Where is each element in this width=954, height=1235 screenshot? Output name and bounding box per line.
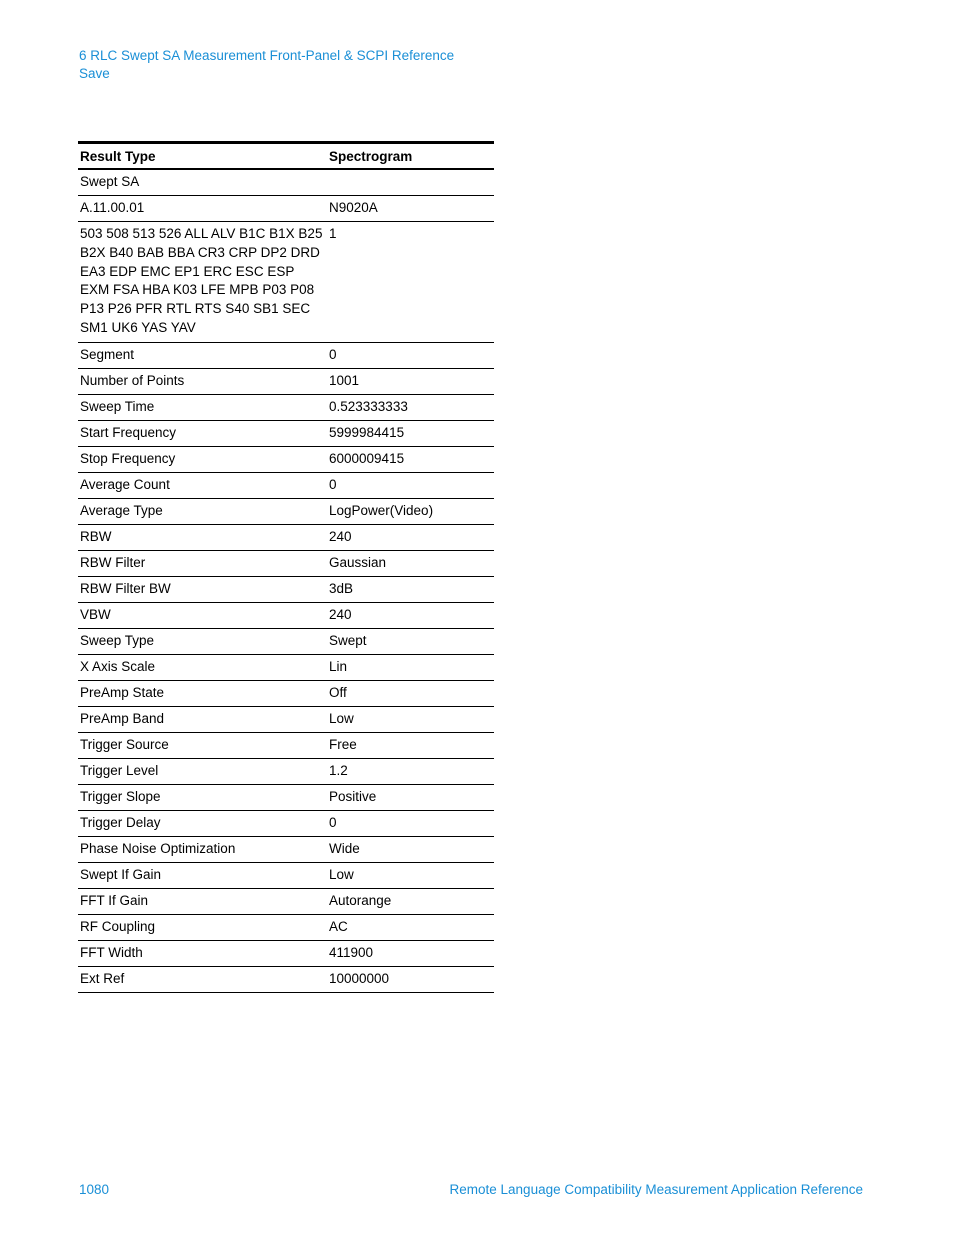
row-label: PreAmp Band	[80, 710, 165, 726]
row-label-options: 503 508 513 526 ALL ALV B1C B1X B25 B2X B40 BAB BBA CR3 CRP DP2 DRD EA3 EDP EMC EP1 ERC ESC ESP EXM FSA HBA K03 LFE MPB P03 P08 P13 P26 PFR RTL RTS S40 SB1 SEC SM1 UK6 YAS YAV	[80, 226, 323, 335]
chapter-title: 6 RLC Swept SA Measurement Front-Panel & SCPI Reference	[79, 48, 455, 63]
row-label: RF Coupling	[80, 918, 156, 934]
row-value: 240	[329, 606, 352, 622]
row-value: Free	[329, 736, 357, 752]
row-value: 10000000	[329, 970, 390, 986]
table-row	[78, 394, 494, 420]
row-label: FFT Width	[80, 944, 143, 960]
row-label: Trigger Level	[80, 762, 159, 778]
row-label: Ext Ref	[80, 970, 125, 986]
row-value: Swept	[329, 632, 367, 648]
row-value: 0	[329, 346, 337, 362]
table-row	[78, 914, 494, 940]
row-label: X Axis Scale	[80, 658, 156, 674]
table-row	[78, 784, 494, 810]
table-row	[78, 498, 494, 524]
row-value: 0	[329, 476, 337, 492]
table-row	[78, 342, 494, 368]
result-table	[78, 141, 494, 993]
row-label: Number of Points	[80, 372, 185, 388]
table-row	[78, 368, 494, 394]
row-value: 0.523333333	[329, 398, 408, 414]
table-row	[78, 732, 494, 758]
table-row	[78, 888, 494, 914]
section-title: Save	[79, 66, 110, 81]
row-value: 3dB	[329, 580, 354, 596]
result-table-container	[78, 141, 494, 993]
table-row	[78, 654, 494, 680]
row-label: Segment	[80, 346, 135, 362]
table-row	[78, 758, 494, 784]
table-row	[78, 836, 494, 862]
table-row	[78, 472, 494, 498]
table-row	[78, 810, 494, 836]
column-header-spectrogram: Spectrogram	[329, 148, 413, 164]
table-row	[78, 576, 494, 602]
row-value: Positive	[329, 788, 377, 804]
table-row	[78, 680, 494, 706]
table-row	[78, 966, 494, 992]
column-header-result-type: Result Type	[80, 148, 156, 164]
table-row	[78, 196, 494, 222]
row-label: Trigger Source	[80, 736, 169, 752]
table-row	[78, 628, 494, 654]
row-label: Start Frequency	[80, 424, 177, 440]
row-label: Average Type	[80, 502, 163, 518]
row-value: 1001	[329, 372, 360, 388]
table-row	[78, 222, 494, 343]
table-row	[78, 862, 494, 888]
table-header-row	[78, 143, 494, 170]
row-value: 5999984415	[329, 424, 405, 440]
row-value: Gaussian	[329, 554, 387, 570]
row-value: AC	[329, 918, 348, 934]
row-value: 240	[329, 528, 352, 544]
row-label: VBW	[80, 606, 111, 622]
row-value: 411900	[329, 944, 374, 960]
row-value: 6000009415	[329, 450, 405, 466]
row-label: Sweep Time	[80, 398, 155, 414]
row-label: Sweep Type	[80, 632, 155, 648]
row-value: 1.2	[329, 762, 348, 778]
row-value: Autorange	[329, 892, 392, 908]
table-row	[78, 446, 494, 472]
row-label: RBW Filter	[80, 554, 146, 570]
row-label: Swept SA	[80, 174, 140, 190]
row-label: PreAmp State	[80, 684, 165, 700]
row-label: A.11.00.01	[80, 200, 145, 216]
row-value: Off	[329, 684, 347, 700]
table-row	[78, 524, 494, 550]
document-title: Remote Language Compatibility Measurement Application Reference	[449, 1182, 863, 1197]
running-header	[79, 47, 454, 83]
table-row	[78, 169, 494, 196]
page-number: 1080	[79, 1182, 110, 1197]
row-label: Phase Noise Optimization	[80, 840, 236, 856]
table-row	[78, 706, 494, 732]
row-value	[327, 169, 494, 196]
row-value: 0	[329, 814, 337, 830]
table-row	[78, 602, 494, 628]
row-value: LogPower(Video)	[329, 502, 434, 518]
row-value: N9020A	[329, 200, 378, 216]
row-label: Trigger Slope	[80, 788, 161, 804]
row-value: Lin	[329, 658, 348, 674]
row-label: Trigger Delay	[80, 814, 161, 830]
table-row	[78, 420, 494, 446]
row-label: RBW	[80, 528, 112, 544]
table-row	[78, 550, 494, 576]
row-label: Swept If Gain	[80, 866, 162, 882]
row-value: Low	[329, 866, 354, 882]
table-row	[78, 940, 494, 966]
row-label: RBW Filter BW	[80, 580, 171, 596]
row-value: Low	[329, 710, 354, 726]
row-value: Wide	[329, 840, 360, 856]
row-label: FFT If Gain	[80, 892, 149, 908]
row-label: Stop Frequency	[80, 450, 176, 466]
row-value: 1	[329, 226, 337, 241]
row-label: Average Count	[80, 476, 170, 492]
